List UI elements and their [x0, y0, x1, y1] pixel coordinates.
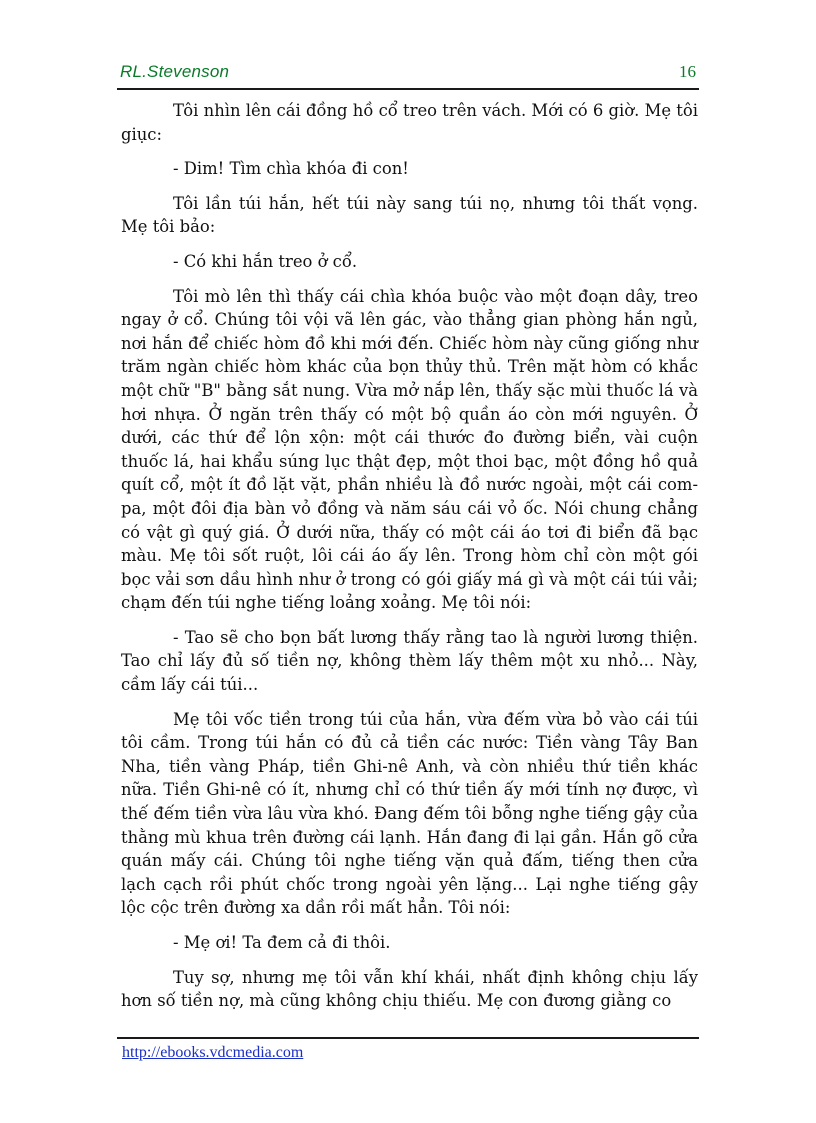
paragraph: - Tao sẽ cho bọn bất lương thấy rằng tao là người lương thiện. Tao chỉ lấy đủ số tiền nợ, không thèm lấy thêm một xu nhỏ... Này, cầm lấy cái túi...: [121, 627, 698, 695]
body-text: [121, 99, 698, 1024]
page-header: [117, 58, 699, 90]
paragraph: Tuy sợ, nhưng mẹ tôi vẫn khí khái, nhất định không chịu lấy hơn số tiền nợ, mà cũng không chịu thiếu. Mẹ con đương giằng co: [121, 967, 698, 1011]
paragraph: - Mẹ ơi! Ta đem cả đi thôi.: [173, 933, 391, 952]
paragraph: Tôi lần túi hắn, hết túi này sang túi nọ, nhưng tôi thất vọng. Mẹ tôi bảo:: [121, 193, 698, 237]
paragraph: - Có khi hắn treo ở cổ.: [173, 251, 358, 271]
footer-rule: [117, 1037, 699, 1039]
page-number: 16: [679, 62, 696, 81]
paragraph: Tôi mò lên thì thấy cái chìa khóa buộc vào một đoạn dây, treo ngay ở cổ. Chúng tôi vội vã lên gác, vào thẳng gian phòng hắn ngủ, nơi hắn để chiếc hòm đồ khi mới đến. Chiếc hòm này cũng giống như trăm ngàn chiếc hòm khác của bọn thủy thủ. Trên mặt hòm có khắc một chữ "B" bằng sắt nung. Vừa mở nắp lên, thấy sặc mùi thuốc lá và hơi nhựa. Ở ngăn trên thấy có một bộ quần áo còn mới nguyên. Ở dưới, các thứ để lộn xộn: một cái thước đo đường biển, vài cuộn thuốc lá, hai khẩu súng lục thật đẹp, một thoi bạc, một đồng hồ quả quít cổ, một ít đồ lặt vặt, phần nhiều là đồ nước ngoài, một cái com-pa, một đôi địa bàn vỏ đồng và năm sáu cái vỏ ốc. Nói chung chẳng có vật gì quý giá. Ở dưới nữa, thấy có một cái áo tơi đi biển đã bạc màu. Mẹ tôi sốt ruột, lôi cái áo ấy lên. Trong hòm chỉ còn một gói bọc vải sơn dầu hình như ở trong có gói giấy má gì và một cái túi vải; chạm đến túi nghe tiếng loảng xoảng. Mẹ tôi nói:: [121, 286, 698, 613]
paragraph: - Dim! Tìm chìa khóa đi con!: [173, 159, 409, 179]
paragraph: Tôi nhìn lên cái đồng hồ cổ treo trên vách. Mới có 6 giờ. Mẹ tôi giục:: [121, 101, 698, 144]
running-title: RL.Stevenson: [120, 62, 230, 81]
paragraph: Mẹ tôi vốc tiền trong túi của hắn, vừa đếm vừa bỏ vào cái túi tôi cầm. Trong túi hắn có đủ cả tiền các nước: Tiền vàng Tây Ban Nha, tiền vàng Pháp, tiền Ghi-nê Anh, và còn nhiều thứ tiền khác nữa. Tiền Ghi-nê có ít, nhưng chỉ có thứ tiền ấy mới tính nợ được, vì thế đếm tiền vừa lâu vừa khó. Đang đếm tôi bỗng nghe tiếng gậy của thằng mù khua trên đường cái lạnh. Hắn đang đi lại gần. Hắn gõ cửa quán mấy cái. Chúng tôi nghe tiếng vặn quả đấm, tiếng then cửa lạch cạch rồi phút chốc trong ngoài yên lặng... Lại nghe tiếng gậy lộc cộc trên đường xa dần rồi mất hẳn. Tôi nói:: [121, 709, 698, 918]
footer-link[interactable]: http://ebooks.vdcmedia.com: [122, 1044, 304, 1061]
